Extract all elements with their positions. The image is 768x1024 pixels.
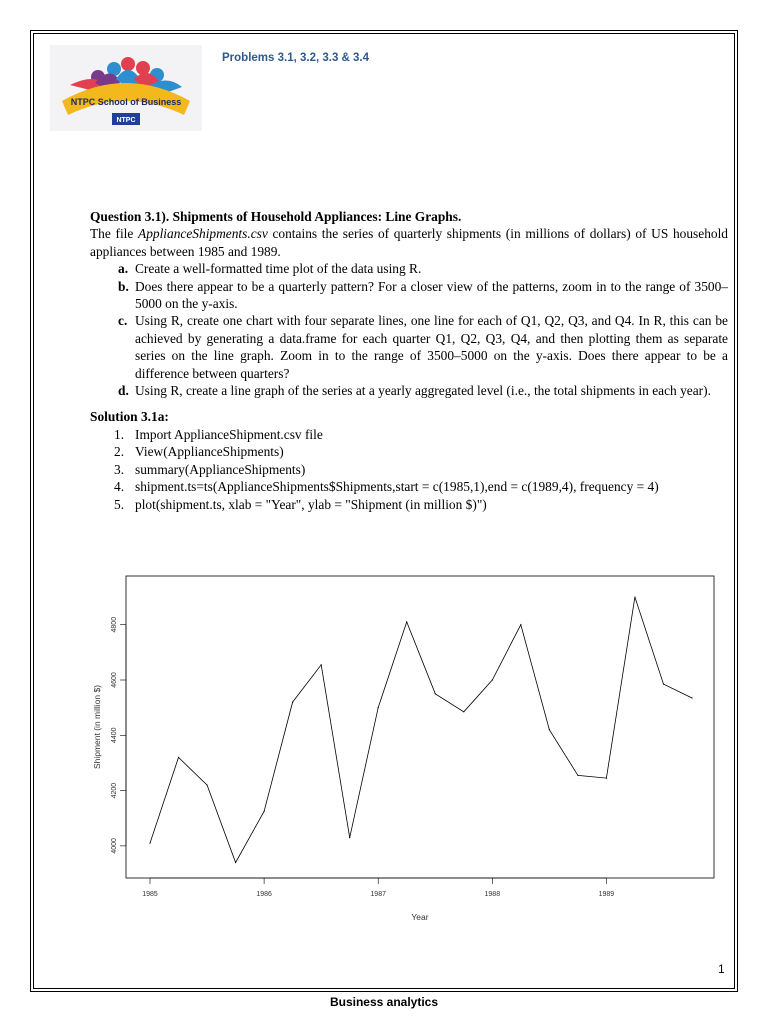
y-tick-label: 4800 [111, 616, 118, 633]
question-part-c: c. Using R, create one chart with four separate lines, one line for each of Q1, Q2, Q3, and Q4. In R, this can be achieved by generating a data.frame for each quarter Q1, Q2, Q3, Q4, and then plotting them as separate series on the line graph. Zoom in to the range of 3500–5000 on the y-axis. Does there appear to be a difference between quarters? [118, 313, 728, 381]
x-axis-label: Year [411, 912, 429, 922]
x-tick-label: 1985 [142, 891, 158, 898]
solution-steps-list [90, 426, 728, 513]
question-part-d: d. Using R, create a line graph of the series at a yearly aggregated level (i.e., the total shipments in each year). [118, 383, 711, 399]
page-number: 1 [718, 962, 725, 976]
data-point [178, 757, 179, 758]
y-tick-label: 4600 [111, 672, 118, 688]
x-axis [142, 878, 614, 898]
chart-svg [86, 570, 726, 930]
main-content [90, 208, 728, 513]
page-footer: Business analytics [329, 995, 439, 1009]
x-tick-label: 1986 [256, 891, 272, 898]
solution-heading: Solution 3.1a: [90, 409, 169, 425]
data-point [264, 811, 265, 812]
data-point [606, 778, 607, 779]
solution-step: 2. View(ApplianceShipments) [114, 444, 284, 460]
y-tick-label: 4000 [111, 838, 118, 854]
data-point [577, 775, 578, 776]
data-point [691, 697, 692, 698]
question-parts-list [90, 260, 728, 399]
data-point [492, 679, 493, 680]
solution-step: 5. plot(shipment.ts, xlab = "Year", ylab = "Shipment (in million $)") [114, 496, 487, 512]
y-axis [111, 617, 126, 854]
data-point [378, 707, 379, 708]
file-name: ApplianceShipments.csv [138, 226, 268, 242]
svg-text:NTPC School of Business: NTPC School of Business [70, 97, 182, 107]
y-axis-label: Shipment (in million $) [92, 684, 102, 770]
data-point [149, 843, 150, 844]
question-part-a: a. Create a well-formatted time plot of the data using R. [118, 261, 422, 277]
svg-text:NTPC: NTPC [116, 117, 136, 124]
data-point [663, 684, 664, 685]
data-point [321, 664, 322, 665]
data-point [206, 784, 207, 785]
data-point [549, 729, 550, 730]
x-tick-label: 1987 [370, 891, 386, 898]
shipment-series-line [150, 597, 692, 862]
data-point [349, 837, 350, 838]
y-tick-label: 4200 [111, 782, 118, 799]
y-tick-label: 4400 [111, 727, 118, 744]
data-point [520, 624, 521, 625]
question-heading: Question 3.1). Shipments of Household Appliances: Line Graphs. [90, 209, 462, 224]
x-tick-label: 1989 [598, 891, 615, 898]
data-point [435, 693, 436, 694]
plot-frame [126, 576, 714, 878]
data-point [235, 862, 236, 863]
data-point [463, 711, 464, 712]
data-point [634, 596, 635, 597]
question-intro: The file ApplianceShipments.csv contains the series of quarterly shipments (in millions of dollars) of US household appliances between 1985 and 1989. [90, 226, 728, 259]
data-point [292, 702, 293, 703]
x-tick-label: 1988 [484, 891, 501, 898]
solution-step: 4. shipment.ts=ts(ApplianceShipments$Shipments,start = c(1985,1),end = c(1989,4), frequency = 4) [114, 479, 659, 495]
shipment-line-chart [86, 570, 726, 930]
series-group [149, 596, 692, 863]
question-part-b: b. Does there appear to be a quarterly pattern? For a closer view of the patterns, zoom in to the range of 3500–5000 on the y-axis. [118, 278, 728, 312]
school-logo [50, 45, 202, 131]
data-point [406, 621, 407, 622]
page-header-title: Problems 3.1, 3.2, 3.3 & 3.4 [222, 52, 370, 64]
solution-step: 3. summary(ApplianceShipments) [114, 461, 306, 477]
solution-step: 1. Import ApplianceShipment.csv file [114, 426, 323, 442]
